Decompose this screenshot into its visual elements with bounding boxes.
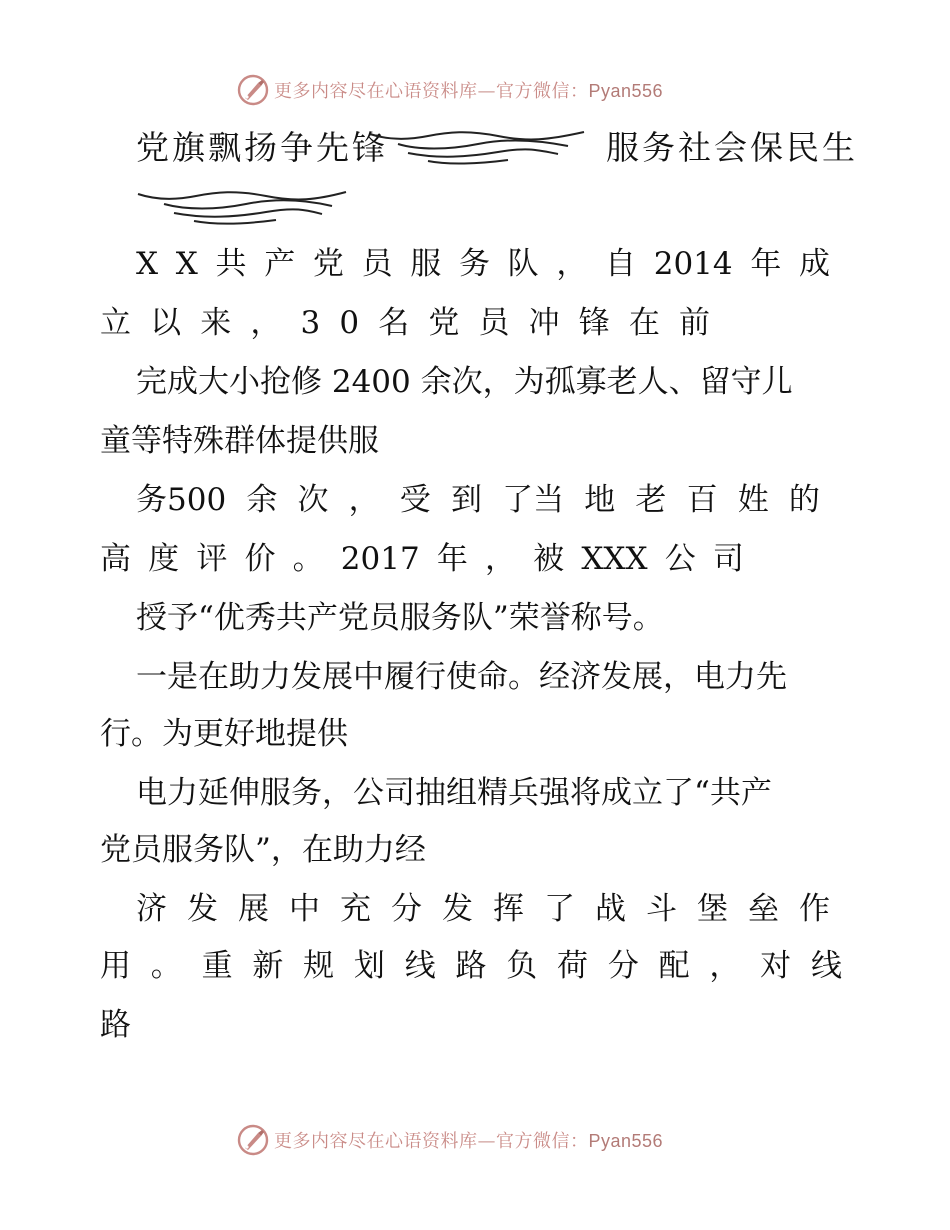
watermark-text	[274, 77, 663, 103]
text-token: 垒	[748, 891, 779, 927]
text-token: 党	[312, 246, 344, 282]
paragraph-2-line-1: 完成大小抢修 2400 余次，为孤寡老人、留守儿	[136, 364, 793, 400]
watermark-separator: —	[477, 81, 496, 102]
paragraph-2-line-2: 童等特殊群体提供服	[100, 423, 379, 459]
watermark-separator: —	[477, 1131, 496, 1152]
paragraph-4-line-1: 授予“优秀共产党员服务队”荣誉称号。	[136, 600, 664, 636]
text-token: 中	[289, 891, 320, 927]
text-token: 服	[410, 246, 442, 282]
text-token: 的	[788, 482, 820, 518]
text-token: 锋	[578, 305, 610, 341]
text-token: 百	[686, 482, 718, 518]
watermark-label: 官方微信：	[496, 81, 589, 102]
text-token: 了	[544, 891, 575, 927]
text-token: XXX	[581, 541, 648, 577]
text-token: 2014	[653, 246, 733, 282]
paragraph-5-line-1: 一是在助力发展中履行使命。经济发展，电力先	[136, 659, 787, 695]
text-token: 务	[458, 246, 490, 282]
text-token: 成	[799, 246, 830, 282]
text-token: 务500	[136, 482, 227, 518]
watermark-label: 官方微信：	[496, 1131, 589, 1152]
text-token: 了当	[502, 482, 565, 518]
text-token: 前	[678, 305, 710, 341]
paragraph-3-line-1	[136, 480, 820, 520]
text-token: 被	[533, 541, 565, 577]
text-token: 0	[339, 305, 360, 341]
text-token: 对	[760, 948, 792, 984]
text-token: 名	[378, 305, 410, 341]
heading-left: 党旗飘扬争先锋	[136, 128, 388, 167]
watermark-id: Pyan556	[588, 81, 664, 101]
pen-logo-icon	[236, 1123, 270, 1157]
text-token: 受	[399, 482, 431, 518]
paragraph-7-line-2	[100, 946, 842, 986]
squiggle-decoration-icon	[368, 126, 586, 168]
text-token: ，	[709, 948, 741, 984]
text-token: 充	[340, 891, 371, 927]
text-token: X	[175, 246, 198, 282]
heading-right: 服务社会保民生	[606, 128, 858, 167]
text-token: X	[136, 246, 159, 282]
text-token: 党	[428, 305, 460, 341]
text-token: 规	[303, 948, 335, 984]
text-token: 老	[635, 482, 667, 518]
text-token: 队	[507, 246, 539, 282]
text-token: 公	[664, 541, 696, 577]
text-token: 员	[361, 246, 393, 282]
text-token: 余	[246, 482, 278, 518]
text-token: 斗	[646, 891, 677, 927]
text-token: 共	[215, 246, 247, 282]
paragraph-7-line-1	[136, 889, 830, 929]
text-token: 分	[391, 891, 422, 927]
text-token: 新	[252, 948, 284, 984]
text-token: 路	[455, 948, 487, 984]
text-token: 价	[244, 541, 276, 577]
text-token: 高	[100, 541, 131, 577]
text-token: 以	[150, 305, 182, 341]
paragraph-6-line-1: 电力延伸服务，公司抽组精兵强将成立了“共产	[136, 775, 772, 811]
text-token: 来	[200, 305, 232, 341]
header-watermark	[236, 72, 663, 108]
text-token: 。	[292, 541, 324, 577]
squiggle-decoration-icon	[136, 186, 348, 228]
text-token: 地	[584, 482, 616, 518]
watermark-id: Pyan556	[588, 1131, 664, 1151]
paragraph-1-line-2	[100, 303, 710, 343]
text-token: 用	[100, 948, 131, 984]
text-token: ，	[250, 305, 282, 341]
text-token: 展	[238, 891, 269, 927]
text-token: 在	[628, 305, 660, 341]
pen-logo-icon	[236, 73, 270, 107]
text-token: 次	[297, 482, 329, 518]
text-token: 姓	[737, 482, 769, 518]
text-token: 度	[148, 541, 180, 577]
text-token: 分	[607, 948, 639, 984]
text-token: ，	[485, 541, 516, 577]
paragraph-6-line-2: 党员服务队”，在助力经	[100, 832, 426, 868]
text-token: 冲	[528, 305, 560, 341]
watermark-text	[274, 1127, 663, 1153]
text-token: 年	[436, 541, 468, 577]
text-token: 评	[196, 541, 228, 577]
text-token: 作	[799, 891, 830, 927]
paragraph-5-line-2: 行。为更好地提供	[100, 716, 348, 752]
text-token: ，	[348, 482, 380, 518]
text-token: 自	[605, 246, 637, 282]
text-token: 济	[136, 891, 167, 927]
paragraph-7-line-3: 路	[100, 1007, 131, 1043]
text-token: 堡	[697, 891, 728, 927]
text-token: 重	[201, 948, 233, 984]
watermark-slogan: 更多内容尽在心语资料库	[274, 1131, 478, 1152]
text-token: 司	[712, 541, 744, 577]
text-token: 划	[353, 948, 385, 984]
text-token: 。	[150, 948, 182, 984]
footer-watermark	[236, 1122, 663, 1158]
text-token: 发	[442, 891, 473, 927]
text-token: ，	[556, 246, 588, 282]
text-token: 负	[506, 948, 538, 984]
watermark-slogan: 更多内容尽在心语资料库	[274, 81, 478, 102]
text-token: 荷	[557, 948, 589, 984]
text-token: 产	[264, 246, 296, 282]
text-token: 年	[750, 246, 782, 282]
text-token: 3	[300, 305, 321, 341]
text-token: 挥	[493, 891, 524, 927]
paragraph-1-line-1	[136, 244, 830, 284]
text-token: 发	[187, 891, 218, 927]
paragraph-3-line-2	[100, 539, 744, 579]
text-token: 立	[100, 305, 131, 341]
text-token: 2017	[340, 541, 420, 577]
text-token: 线	[810, 948, 842, 984]
text-token: 员	[478, 305, 510, 341]
text-token: 线	[404, 948, 436, 984]
text-token: 战	[595, 891, 626, 927]
text-token: 配	[658, 948, 690, 984]
text-token: 到	[450, 482, 482, 518]
